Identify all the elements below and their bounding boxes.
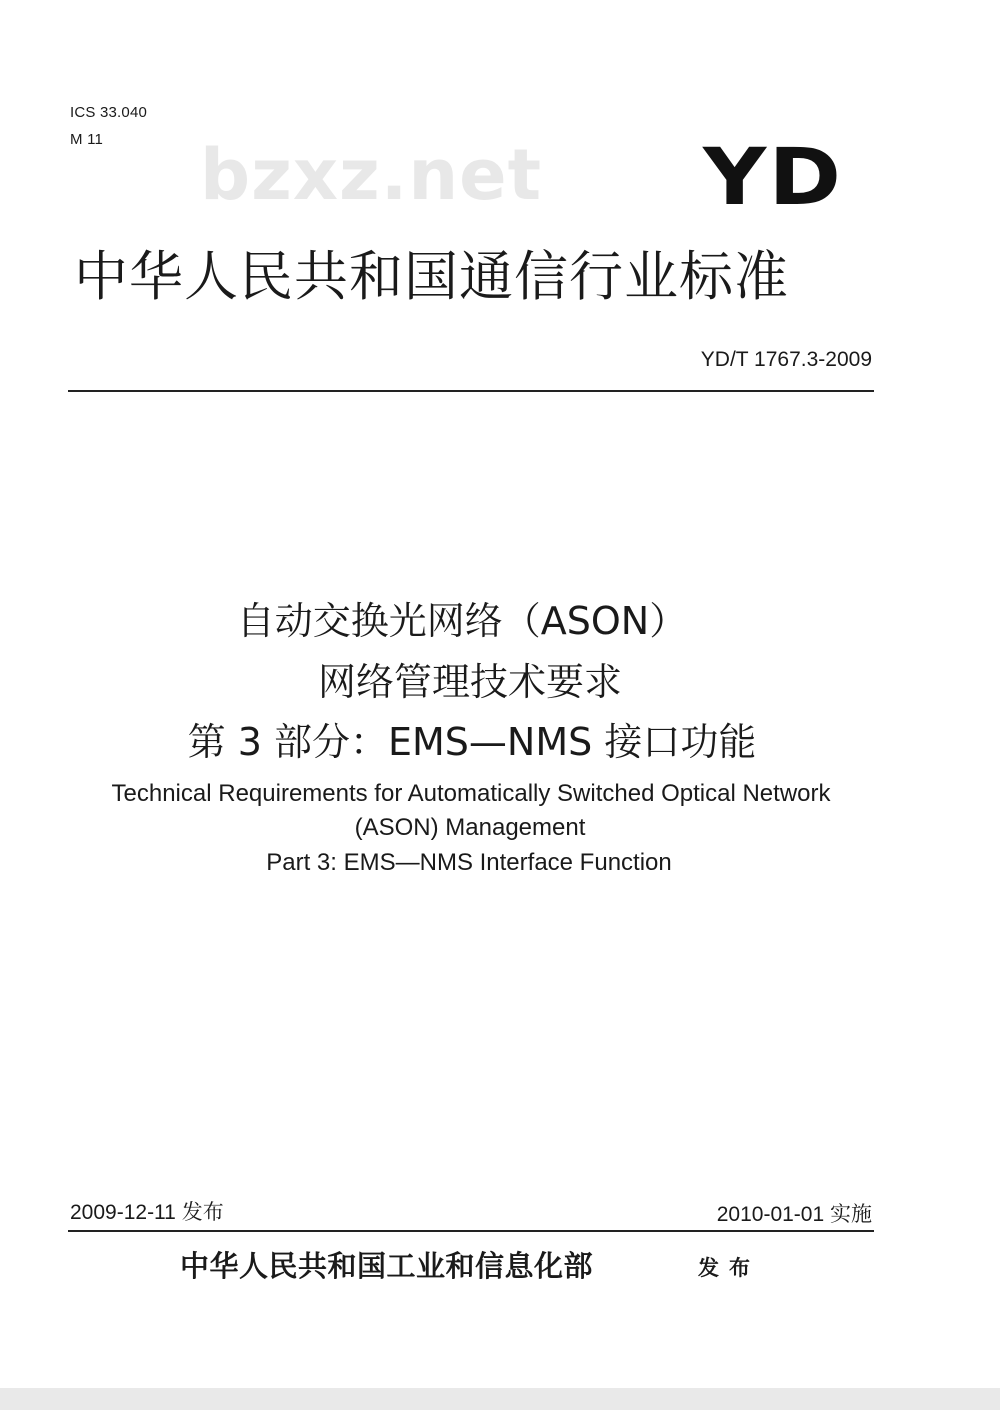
title-en-line-3: Part 3: EMS—NMS Interface Function xyxy=(266,849,672,876)
ccs-code: M 11 xyxy=(70,131,104,148)
issue-date: 2009-12-11 发布 xyxy=(70,1201,224,1224)
yd-logo: YD xyxy=(703,133,844,223)
ics-code: ICS 33.040 xyxy=(70,104,148,121)
bottom-divider xyxy=(68,1230,874,1232)
title-cn-line-1: 自动交换光网络（ASON） xyxy=(236,599,688,643)
standard-classification-title: 中华人民共和国通信行业标准 xyxy=(74,245,789,308)
issuing-authority-suffix: 发布 xyxy=(698,1255,760,1280)
top-divider xyxy=(68,390,874,392)
scan-bottom-edge xyxy=(0,1388,1000,1410)
title-en-line-1: Technical Requirements for Automatically Switched Optical Network xyxy=(111,780,831,807)
issuing-authority: 中华人民共和国工业和信息化部 xyxy=(180,1249,594,1283)
standard-number: YD/T 1767.3-2009 xyxy=(700,348,872,371)
title-cn-line-2: 网络管理技术要求 xyxy=(317,660,622,704)
implementation-date: 2010-01-01 实施 xyxy=(716,1203,872,1226)
title-en-line-2: (ASON) Management xyxy=(354,814,586,841)
title-cn-line-3: 第 3 部分：EMS—NMS 接口功能 xyxy=(187,720,757,764)
watermark: bzxz.net xyxy=(200,134,543,216)
